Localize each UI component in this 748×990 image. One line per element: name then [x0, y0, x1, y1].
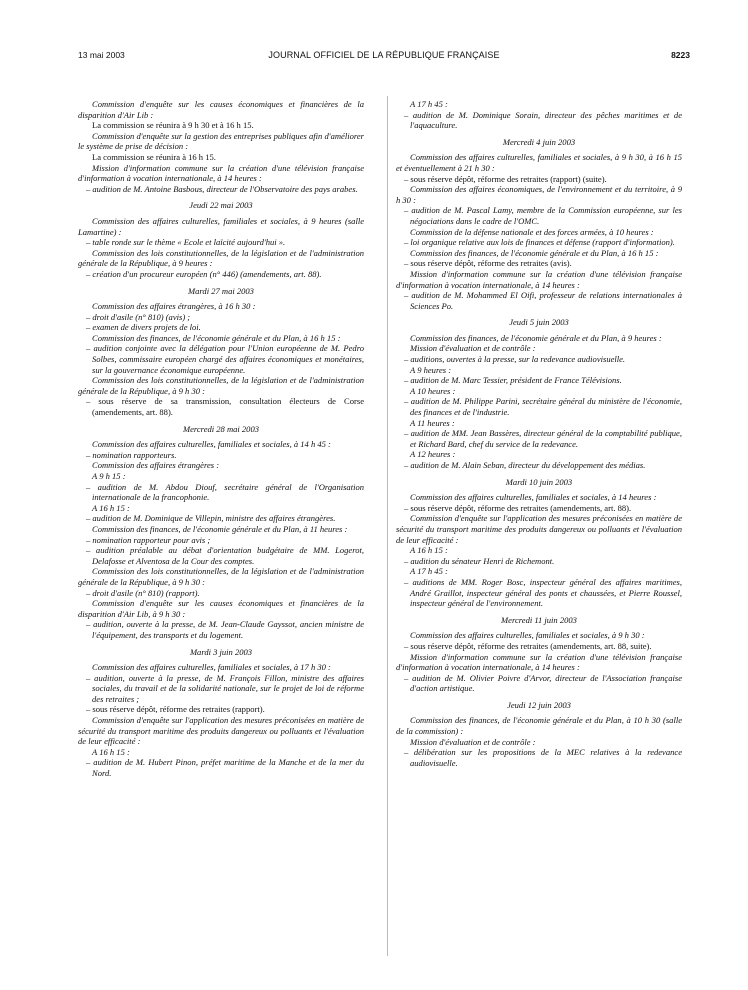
date-heading: Mardi 10 juin 2003 [505, 476, 573, 487]
page-number: 8223 [671, 50, 690, 60]
commission-heading: Commission des affaires économiques, de l'environnement et du territoire, à 9 h 30 : [396, 184, 682, 205]
agenda-item: – table ronde sur le thème « Ecole et laïcité aujourd'hui ». [86, 237, 286, 248]
date-heading: Mercredi 4 juin 2003 [502, 136, 576, 147]
commission-heading: Commission d'enquête sur la gestion des entreprises publiques afin d'améliorer le système de prise de décision : [78, 130, 364, 152]
agenda-item: – sous réserve dépôt, réforme des retraites (avis). [404, 258, 572, 269]
session-time: Mission d'évaluation et de contrôle : [410, 736, 536, 747]
session-time: A 16 h 15 : [92, 502, 130, 513]
commission-heading: Commission des lois constitutionnelles, de la législation et de l'administration générale de la République, à 9 h 30 : [78, 566, 364, 587]
agenda-item: – sous réserve de sa transmission, consultation électeurs de Corse (amendements, art. 88). [86, 396, 364, 418]
commission-heading: Commission d'enquête sur les causes économiques et financières de la disparition d'Air Lib, à 9 h 30 : [78, 598, 364, 619]
commission-heading: Commission des affaires étrangères, à 16 h 30 : [92, 301, 256, 312]
session-time: Mission d'évaluation et de contrôle : [410, 343, 536, 354]
column-divider [387, 96, 388, 956]
commission-heading: Commission des affaires culturelles, familiales et sociales, à 9 heures (salle Lamartine) : [78, 215, 364, 237]
agenda-item: – audition de M. Hubert Pinon, préfet maritime de la Manche et de la mer du Nord. [86, 757, 364, 779]
commission-heading: Commission d'enquête sur l'application des mesures préconisées en matière de sécurité du transport maritime des produits dangereux ou polluants et l'évaluation de leur efficacité : [396, 513, 682, 545]
agenda-item: – nomination rapporteur pour avis ; [86, 534, 211, 545]
header-date: 13 mai 2003 [78, 50, 125, 60]
meeting-note: La commission se réunira à 9 h 30 et à 16 h 15. [92, 120, 254, 131]
session-time: A 17 h 45 : [410, 99, 448, 109]
agenda-item: – sous réserve dépôt, réforme des retraites (amendements, art. 88). [404, 502, 632, 513]
commission-heading: Commission des finances, de l'économie générale et du Plan, à 10 h 30 (salle de la commission) : [396, 715, 682, 737]
commission-heading: Commission des affaires culturelles, familiales et sociales, à 14 h 45 : [92, 439, 331, 450]
commission-heading: Commission des affaires culturelles, familiales et sociales, à 14 heures : [410, 492, 657, 503]
agenda-item: – audition, ouverte à la presse, de M. François Fillon, ministre des affaires sociales, du travail et de la solidarité nationale, sur le projet de loi de réforme des retraites ; [86, 672, 364, 704]
agenda-item: – audition de M. Marc Tessier, président de France Télévisions. [404, 375, 622, 386]
session-time: A 17 h 45 : [410, 566, 448, 577]
agenda-item: – audition de M. Olivier Poivre d'Arvor, directeur de l'Association française d'action artistique. [404, 672, 682, 694]
left-column [78, 99, 364, 779]
commission-heading: Commission des affaires culturelles, familiales et sociales, à 9 h 30, à 16 h 15 et éventuellement à 21 h 30 : [396, 152, 682, 173]
commission-heading: Commission des finances, de l'économie générale et du Plan, à 16 h 15 : [410, 247, 659, 258]
journal-title: JOURNAL OFFICIEL DE LA RÉPUBLIQUE FRANÇAISE [268, 50, 500, 60]
agenda-item: – audition de M. Dominique de Villepin, ministre des affaires étrangères. [86, 513, 336, 524]
agenda-item: – audition de M. Antoine Basbous, directeur de l'Observatoire des pays arabes. [86, 183, 358, 194]
agenda-item: – loi organique relative aux lois de finances et défense (rapport d'information). [404, 237, 675, 248]
commission-heading: Mission d'information commune sur la création d'une télévision française d'information à vocation internationale, à 14 heures : [396, 268, 682, 290]
session-time: A 9 h 15 : [92, 471, 126, 481]
commission-heading: Mission d'information commune sur la création d'une télévision française d'information à vocation internationale, à 14 heures : [78, 162, 364, 184]
session-time: A 12 heures : [410, 449, 456, 460]
commission-heading: Commission des affaires culturelles, familiales et sociales, à 9 h 30 : [410, 630, 645, 641]
agenda-item: – sous réserve dépôt, réforme des retraites (amendements, art. 88, suite). [404, 640, 652, 651]
commission-heading: Mission d'information commune sur la création d'une télévision française d'information à vocation internationale, à 14 heures : [396, 651, 682, 673]
agenda-item: – auditions de MM. Roger Bosc, inspecteur général des affaires maritimes, André Graillot, inspecteur général des ponts et chaussées, et Pierre Roussel, inspecteur général de l'environnement. [404, 576, 682, 609]
agenda-item: – audition de M. Abdou Diouf, secrétaire général de l'Organisation internationale de la francophonie. [86, 481, 364, 503]
agenda-item: – audition conjointe avec la délégation pour l'Union européenne de M. Pedro Solbes, commissaire européen chargé des affaires économiques et monétaires, sur la gouvernance économique européenne. [86, 343, 364, 375]
date-heading: Jeudi 12 juin 2003 [507, 699, 571, 710]
agenda-item: – droit d'asile (n° 810) (rapport). [86, 587, 200, 598]
agenda-item: – sous réserve dépôt, réforme des retraites (rapport). [86, 704, 265, 715]
commission-heading: Commission d'enquête sur l'application des mesures préconisées en matière de sécurité du transport maritime des produits dangereux ou polluants et l'évaluation de leur efficacité : [78, 715, 364, 747]
date-heading: Jeudi 22 mai 2003 [189, 200, 253, 211]
agenda-item: – audition de M. Alain Seban, directeur du développement des médias. [404, 460, 646, 470]
session-time: A 11 heures : [410, 417, 455, 428]
agenda-item: – audition du sénateur Henri de Richemont. [404, 555, 555, 566]
commission-heading: Commission de la défense nationale et des forces armées, à 10 heures : [410, 226, 654, 237]
agenda-item: – droit d'asile (n° 810) (avis) ; [86, 311, 191, 322]
date-heading: Mardi 27 mai 2003 [188, 285, 254, 296]
agenda-item: – audition de M. Dominique Sorain, directeur des pêches maritimes et de l'aquaculture. [404, 109, 682, 131]
commission-heading: Commission des finances, de l'économie générale et du Plan, à 11 heures : [92, 523, 348, 534]
agenda-item: – création d'un procureur européen (n° 446) (amendements, art. 88). [86, 268, 322, 279]
agenda-item: – audition de M. Pascal Lamy, membre de la Commission européenne, sur les négociations dans le cadre de l'OMC. [404, 205, 682, 226]
commission-heading: Commission des finances, de l'économie générale et du Plan, à 9 heures : [410, 332, 662, 343]
agenda-item: – examen de divers projets de loi. [86, 322, 201, 333]
date-heading: Jeudi 5 juin 2003 [509, 317, 569, 328]
session-time: A 10 heures : [410, 385, 456, 396]
right-column [396, 99, 682, 768]
commission-heading: Commission des finances, de l'économie générale et du Plan, à 16 h 15 : [92, 332, 341, 343]
commission-heading: Commission d'enquête sur les causes économiques et financières de la disparition d'Air Lib : [78, 99, 364, 120]
date-heading: Mercredi 28 mai 2003 [182, 423, 260, 434]
agenda-item: – sous réserve dépôt, réforme des retraites (rapport) (suite). [404, 173, 607, 184]
page-header [78, 50, 690, 64]
session-time: A 16 h 15 : [92, 746, 130, 757]
commission-heading: Commission des affaires culturelles, familiales et sociales, à 17 h 30 : [92, 662, 331, 673]
session-time: A 9 heures : [410, 364, 452, 375]
session-time: A 16 h 15 : [410, 545, 448, 556]
agenda-item: – auditions, ouvertes à la presse, sur la redevance audiovisuelle. [404, 354, 626, 365]
date-heading: Mercredi 11 juin 2003 [501, 614, 577, 625]
agenda-item: – audition préalable au débat d'orientation budgétaire de MM. Logerot, Delafosse et Alventosa de la Cour des comptes. [86, 545, 364, 566]
commission-heading: Commission des lois constitutionnelles, de la législation et de l'administration générale de la République, à 9 heures : [78, 247, 364, 269]
agenda-item: – délibération sur les propositions de la MEC relatives à la redevance audiovisuelle. [404, 747, 682, 768]
meeting-note: La commission se réunira à 16 h 15. [92, 151, 216, 162]
date-heading: Mardi 3 juin 2003 [189, 646, 253, 657]
agenda-item: – audition de M. Philippe Parini, secrétaire général du ministère de l'économie, des finances et de l'industrie. [404, 396, 682, 418]
commission-heading: Commission des lois constitutionnelles, de la législation et de l'administration générale de la République, à 9 h 30 : [78, 375, 364, 396]
agenda-item: – audition de MM. Jean Bassères, directeur général de la comptabilité publique, et Richard Bard, chef du service de la redevance. [404, 428, 682, 449]
commission-heading: Commission des affaires étrangères : [92, 460, 220, 471]
agenda-item: – audition, ouverte à la presse, de M. Jean-Claude Gayssot, ancien ministre de l'équipement, des transports et du logement. [86, 619, 364, 640]
agenda-item: – nomination rapporteurs. [86, 449, 177, 460]
agenda-item: – audition de M. Mohammed El Oifi, professeur de relations internationales à Sciences Po. [404, 290, 682, 311]
